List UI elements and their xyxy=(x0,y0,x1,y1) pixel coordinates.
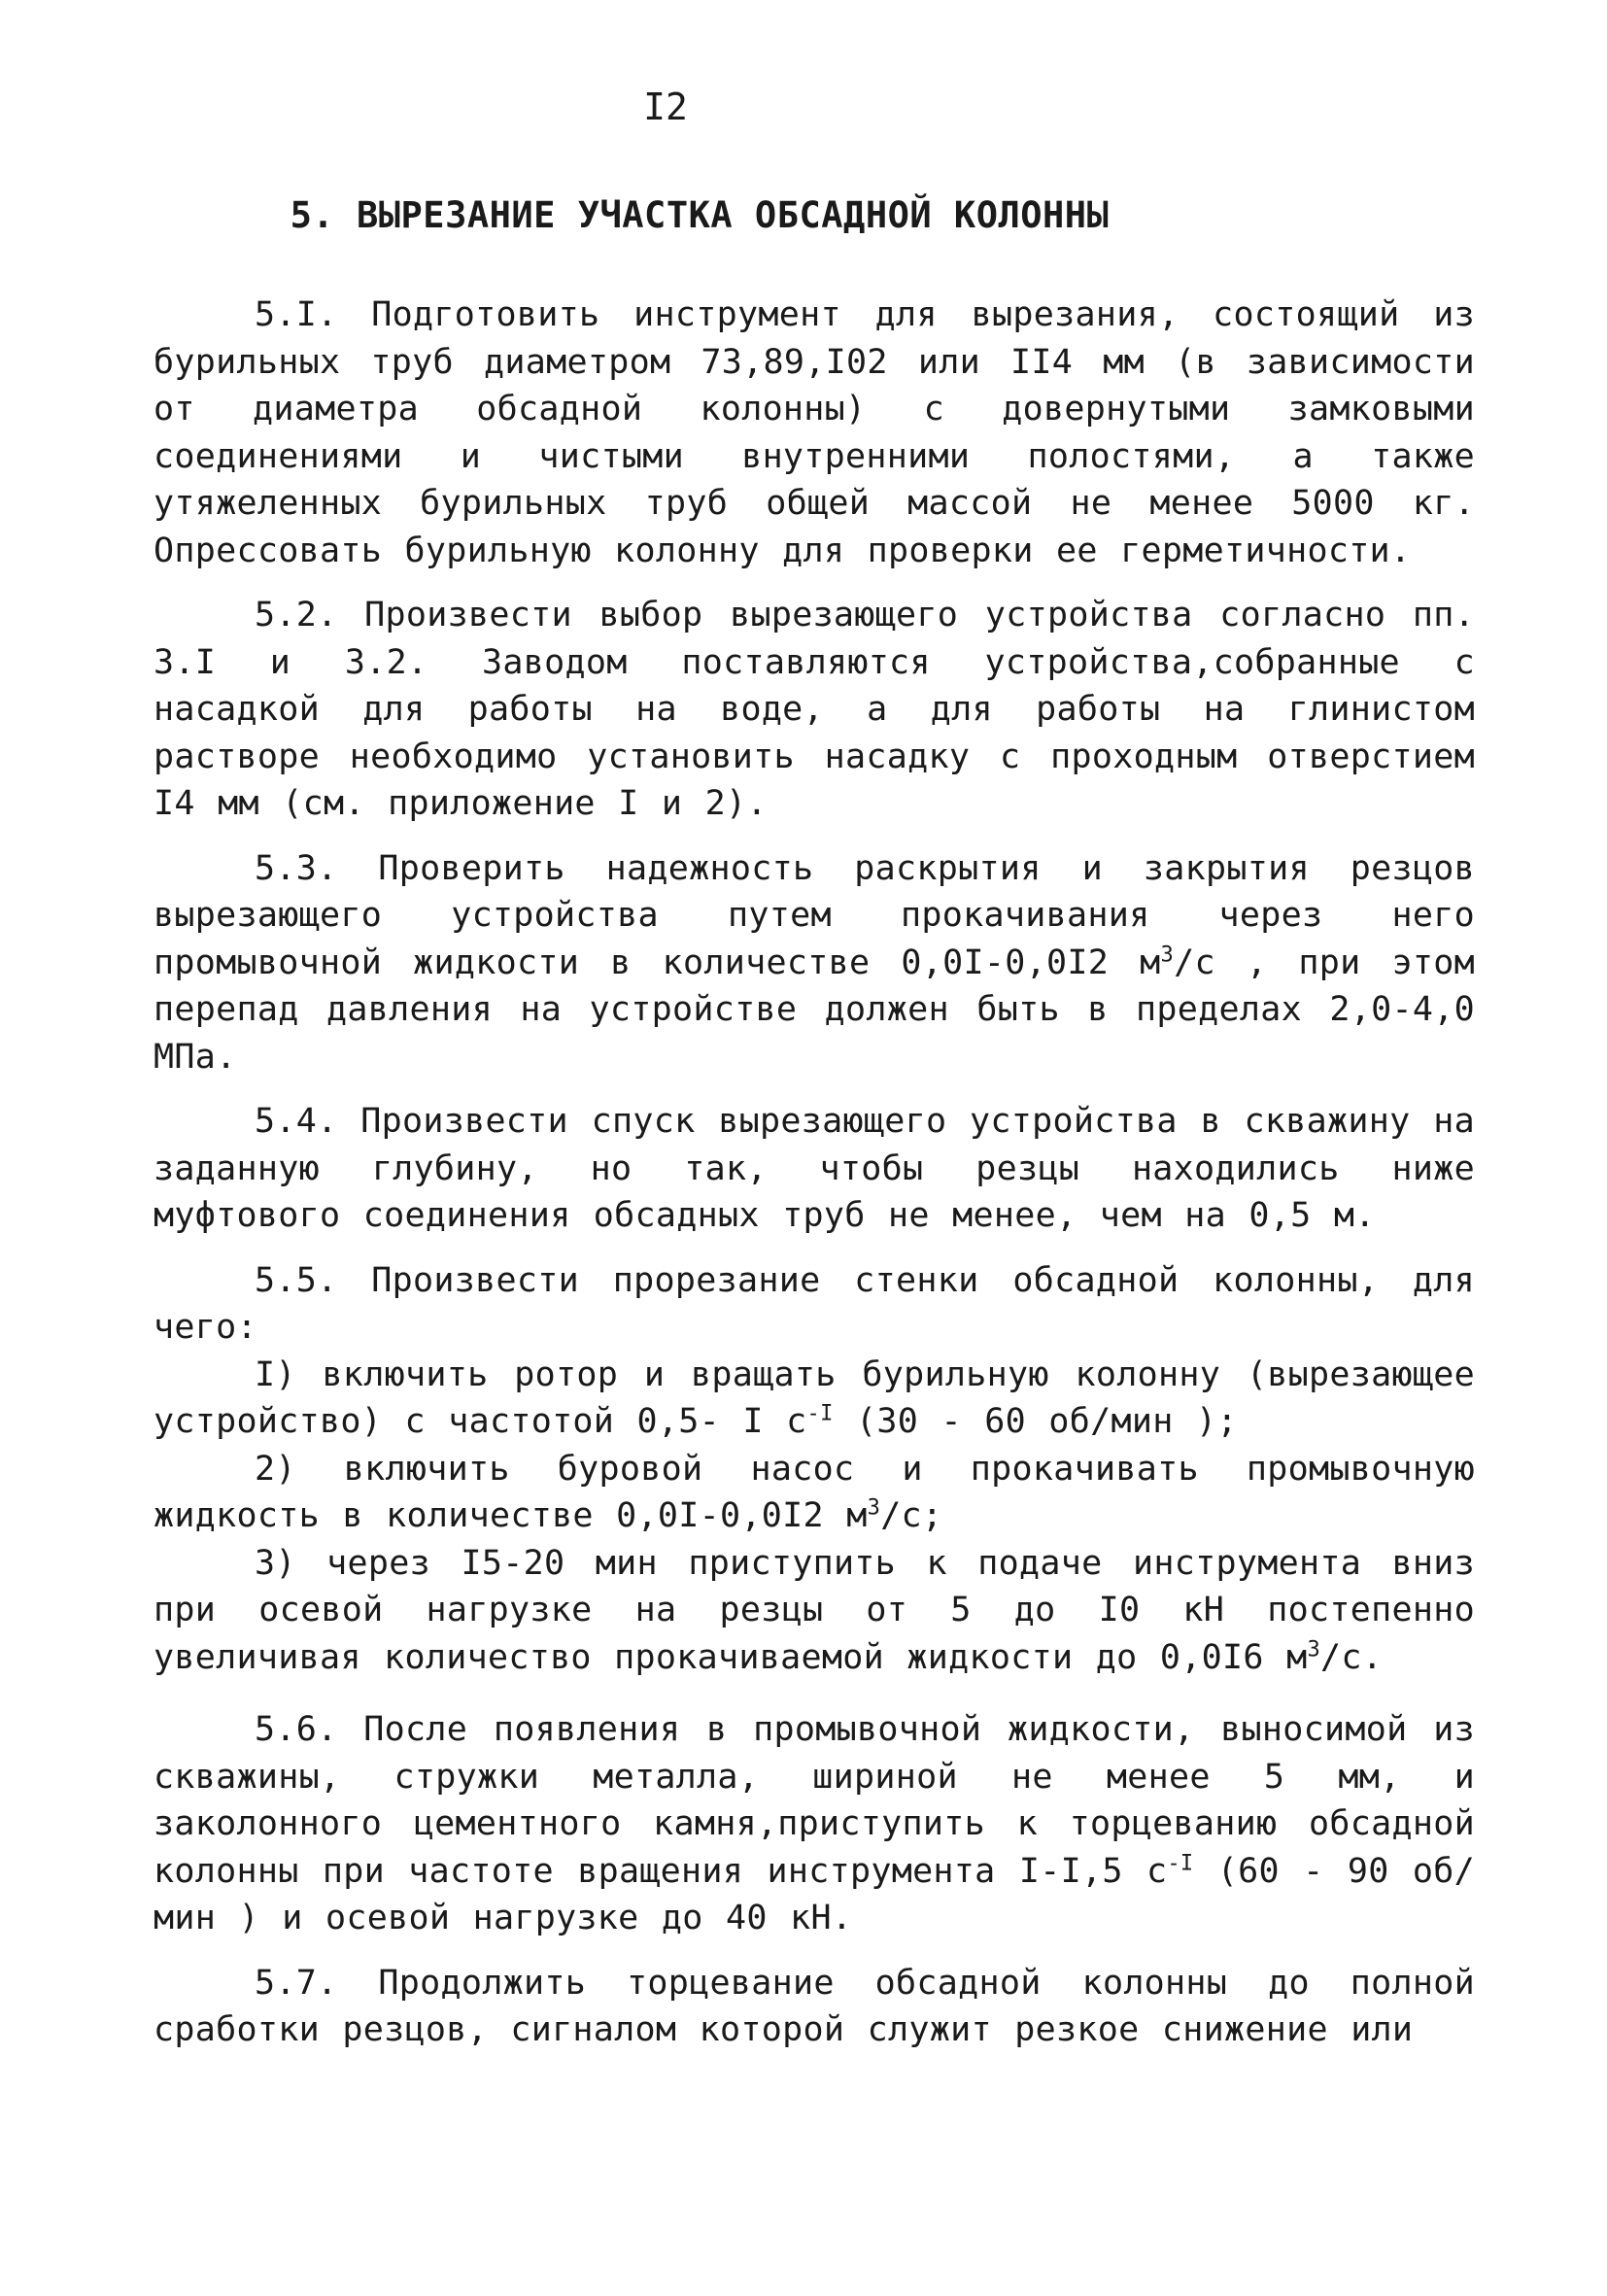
paragraph-5-7: 5.7. Продолжить торцевание обсадной колонны до полной сработки резцов, сигналом которой служит резкое снижение или xyxy=(154,1963,1475,2049)
list-item-5-5-3 xyxy=(154,1540,1475,1682)
page-number: I2 xyxy=(643,86,688,128)
list-item-5-5-3-text-a: 3) через I5-20 мин приступить к подаче инструмента вниз при осевой нагрузке на резцы от 5 до I0 кН постепенно увеличивая количество прокачиваемой жидкости до 0,0I6 м xyxy=(154,1543,1475,1677)
paragraph-5-4: 5.4. Произвести спуск вырезающего устройства в скважину на заданную глубину, но так, чтобы резцы находились ниже муфтового соединения обсадных труб не менее, чем на 0,5 м. xyxy=(154,1102,1475,1235)
paragraph-5-5: 5.5. Произвести прорезание стенки обсадной колонны, для чего: xyxy=(154,1260,1475,1347)
list-item-5-5-2 xyxy=(154,1446,1475,1540)
paragraph-5-1: 5.I. Подготовить инструмент для вырезания, состоящий из бурильных труб диаметром 73,89,I02 или II4 мм (в зависимости от диаметра обсадной колонны) с довернутыми замковыми соединениями и чистыми внутренними полостями, а также утяжеленных бурильных труб общей массой не менее 5000 кг. Опрессовать бурильную колонну для проверки ее герметичности. xyxy=(154,295,1475,570)
paragraph-5-3 xyxy=(154,845,1475,1081)
superscript-cubic: 3 xyxy=(1160,942,1175,967)
list-item-5-5-1-text-b: (30 - 60 об/мин ); xyxy=(833,1402,1238,1441)
superscript-inverse: -I xyxy=(1167,1850,1194,1875)
paragraph-5-6 xyxy=(154,1706,1475,1942)
list-item-5-5-2-text-a: 2) включить буровой насос и прокачивать промывочную жидкость в количестве 0,0I-0,0I2 м xyxy=(154,1449,1475,1535)
superscript-cubic: 3 xyxy=(867,1495,881,1521)
list-item-5-5-1-text-a: I) включить ротор и вращать бурильную колонну (вырезающее устройство) с частотой 0,5- I с xyxy=(154,1354,1475,1441)
paragraph-5-2: 5.2. Произвести выбор вырезающего устройства согласно пп. 3.I и 3.2. Заводом поставляются устройства,собранные с насадкой для работы на воде, а для работы на глинистом растворе необходимо установить насадку с проходным отверстием I4 мм (см. приложение I и 2). xyxy=(154,596,1475,823)
paragraph-5-6-text-b: (60 - 90 об/мин ) и осевой нагрузке до 40 кН. xyxy=(154,1851,1475,1937)
superscript-inverse: -I xyxy=(806,1401,834,1426)
paragraph-5-6-text-a: 5.6. После появления в промывочной жидкости, выносимой из скважины, стружки металла, шириной не менее 5 мм, и заколонного цементного камня,приступить к торцеванию обсадной колонны при частоте вращения инструмента I-I,5 с xyxy=(154,1710,1475,1891)
list-item-5-5-2-text-b: /с; xyxy=(880,1496,943,1535)
section-title: 5. ВЫРЕЗАНИЕ УЧАСТКА ОБСАДНОЙ КОЛОННЫ xyxy=(290,194,1110,236)
paragraph-5-3-text-b: /с , при этом перепад давления на устройстве должен быть в пределах 2,0-4,0 МПа. xyxy=(154,942,1475,1077)
list-item-5-5-3-text-b: /с. xyxy=(1320,1637,1384,1677)
list-item-5-5-1 xyxy=(154,1352,1475,1446)
body-text xyxy=(154,291,1475,2072)
paragraph-5-3-text-a: 5.3. Проверить надежность раскрытия и закрытия резцов вырезающего устройства путем прокачивания через него промывочной жидкости в количестве 0,0I-0,0I2 м xyxy=(154,848,1475,982)
superscript-cubic: 3 xyxy=(1307,1636,1320,1662)
